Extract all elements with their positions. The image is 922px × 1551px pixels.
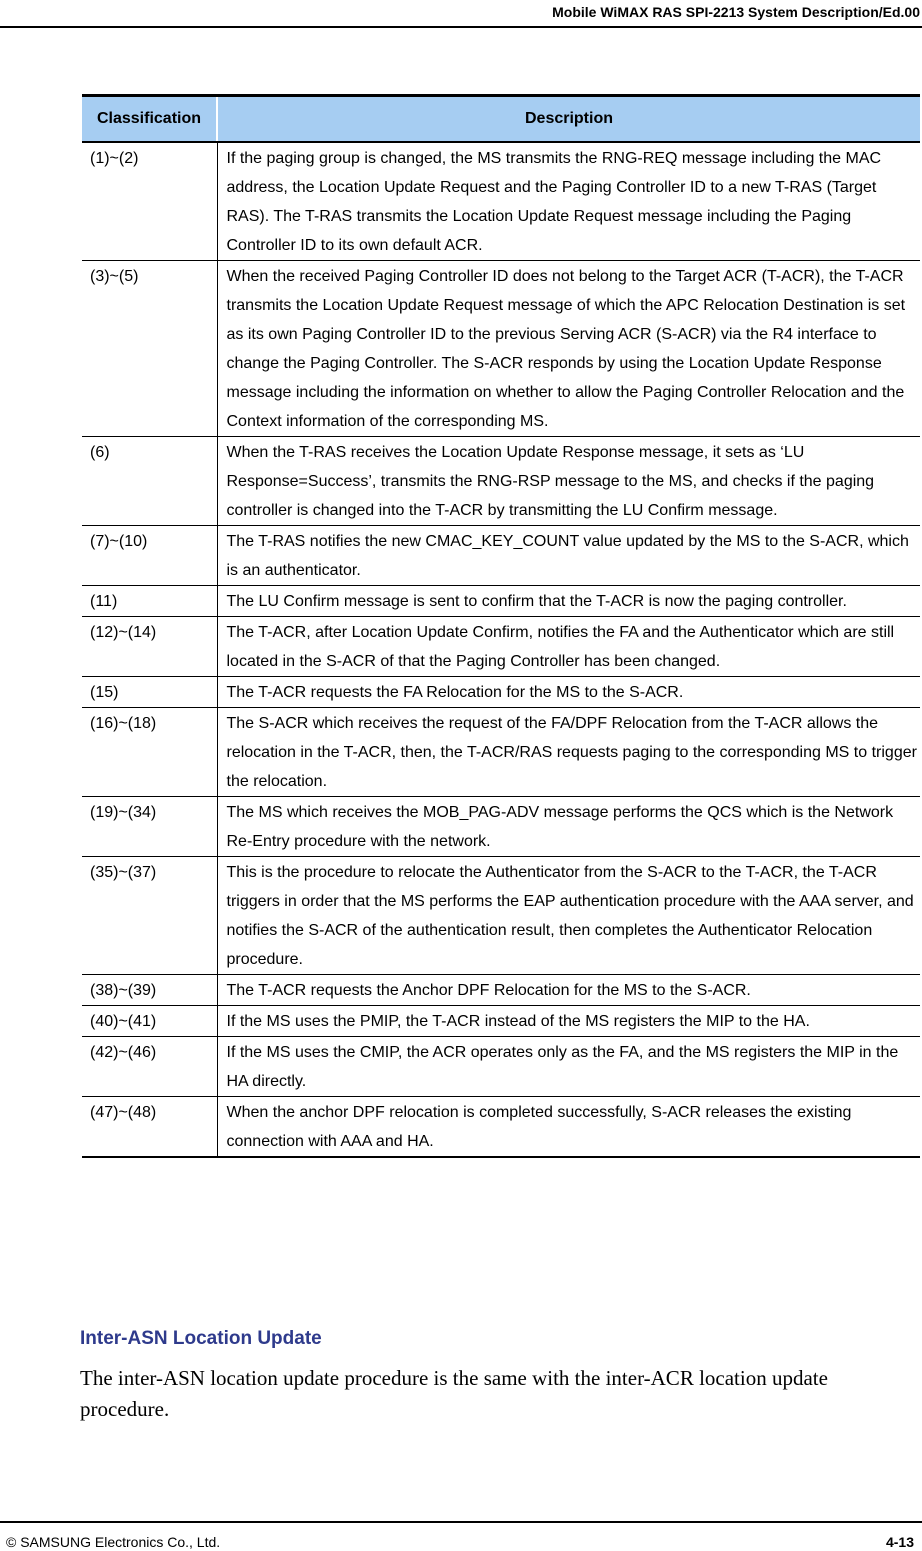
table-row — [82, 617, 920, 677]
row-description: If the MS uses the CMIP, the ACR operates only as the FA, and the MS registers the MIP in the HA directly. — [217, 1037, 920, 1097]
table-row — [82, 1037, 920, 1097]
row-classification: (3)~(5) — [82, 261, 217, 437]
table-row — [82, 437, 920, 526]
row-classification: (7)~(10) — [82, 526, 217, 586]
row-description: If the paging group is changed, the MS transmits the RNG-REQ message including the MAC address, the Location Update Request and the Paging Controller ID to a new T-RAS (Target RAS). The T-RAS transmits the Location Update Request message including the Paging Controller ID to its own default ACR. — [217, 142, 920, 261]
row-classification: (1)~(2) — [82, 142, 217, 261]
row-description: When the T-RAS receives the Location Update Response message, it sets as ‘LU Response=Success’, transmits the RNG-RSP message to the MS, and checks if the paging controller is changed into the T-ACR by transmitting the LU Confirm message. — [217, 437, 920, 526]
row-description: The S-ACR which receives the request of the FA/DPF Relocation from the T-ACR allows the relocation in the T-ACR, then, the T-ACR/RAS requests paging to the corresponding MS to trigger the relocation. — [217, 708, 920, 797]
table-row — [82, 797, 920, 857]
table-row — [82, 975, 920, 1006]
row-classification: (15) — [82, 677, 217, 708]
row-classification: (35)~(37) — [82, 857, 217, 975]
row-description: When the received Paging Controller ID does not belong to the Target ACR (T-ACR), the T-ACR transmits the Location Update Request message of which the APC Relocation Destination is set as its own Paging Controller ID to the previous Serving ACR (S-ACR) via the R4 interface to change the Paging Controller. The S-ACR responds by using the Location Update Response message including the information on whether to allow the Paging Controller Relocation and the Context information of the corresponding MS. — [217, 261, 920, 437]
row-description: If the MS uses the PMIP, the T-ACR instead of the MS registers the MIP to the HA. — [217, 1006, 920, 1037]
footer-page-number: 4-13 — [885, 1534, 914, 1550]
row-classification: (12)~(14) — [82, 617, 217, 677]
table-header-row — [82, 96, 920, 143]
column-header-description: Description — [217, 96, 920, 143]
row-description: When the anchor DPF relocation is completed successfully, S-ACR releases the existing connection with AAA and HA. — [217, 1097, 920, 1158]
row-description: This is the procedure to relocate the Authenticator from the S-ACR to the T-ACR, the T-ACR triggers in order that the MS performs the EAP authentication procedure with the AAA server, and notifies the S-ACR of the authentication result, then completes the Authenticator Relocation procedure. — [217, 857, 920, 975]
row-classification: (42)~(46) — [82, 1037, 217, 1097]
row-classification: (6) — [82, 437, 217, 526]
row-description: The T-RAS notifies the new CMAC_KEY_COUNT value updated by the MS to the S-ACR, which is an authenticator. — [217, 526, 920, 586]
column-header-classification: Classification — [82, 96, 217, 143]
row-classification: (38)~(39) — [82, 975, 217, 1006]
row-description: The T-ACR, after Location Update Confirm, notifies the FA and the Authenticator which are still located in the S-ACR of that the Paging Controller has been changed. — [217, 617, 920, 677]
table-row — [82, 677, 920, 708]
footer-copyright: © SAMSUNG Electronics Co., Ltd. — [6, 1534, 221, 1550]
running-header-title: Mobile WiMAX RAS SPI-2213 System Description/Ed.00 — [552, 4, 920, 20]
table-row — [82, 586, 920, 617]
table-row — [82, 526, 920, 586]
section-heading: Inter-ASN Location Update — [80, 1328, 322, 1349]
row-description: The LU Confirm message is sent to confirm that the T-ACR is now the paging controller. — [217, 586, 920, 617]
table-row — [82, 1006, 920, 1037]
row-description: The MS which receives the MOB_PAG-ADV message performs the QCS which is the Network Re-Entry procedure with the network. — [217, 797, 920, 857]
table-row — [82, 1097, 920, 1158]
header-rule — [0, 26, 922, 28]
row-description: The T-ACR requests the Anchor DPF Relocation for the MS to the S-ACR. — [217, 975, 920, 1006]
table-row — [82, 857, 920, 975]
footer-rule — [0, 1521, 922, 1523]
row-classification: (16)~(18) — [82, 708, 217, 797]
row-description: The T-ACR requests the FA Relocation for the MS to the S-ACR. — [217, 677, 920, 708]
row-classification: (40)~(41) — [82, 1006, 217, 1037]
row-classification: (19)~(34) — [82, 797, 217, 857]
row-classification: (11) — [82, 586, 217, 617]
table-row — [82, 261, 920, 437]
section-body-paragraph: The inter-ASN location update procedure is the same with the inter-ACR location update procedure. — [80, 1366, 828, 1421]
table-row — [82, 708, 920, 797]
row-classification: (47)~(48) — [82, 1097, 217, 1158]
table-row — [82, 142, 920, 261]
procedure-description-table — [82, 94, 920, 1158]
